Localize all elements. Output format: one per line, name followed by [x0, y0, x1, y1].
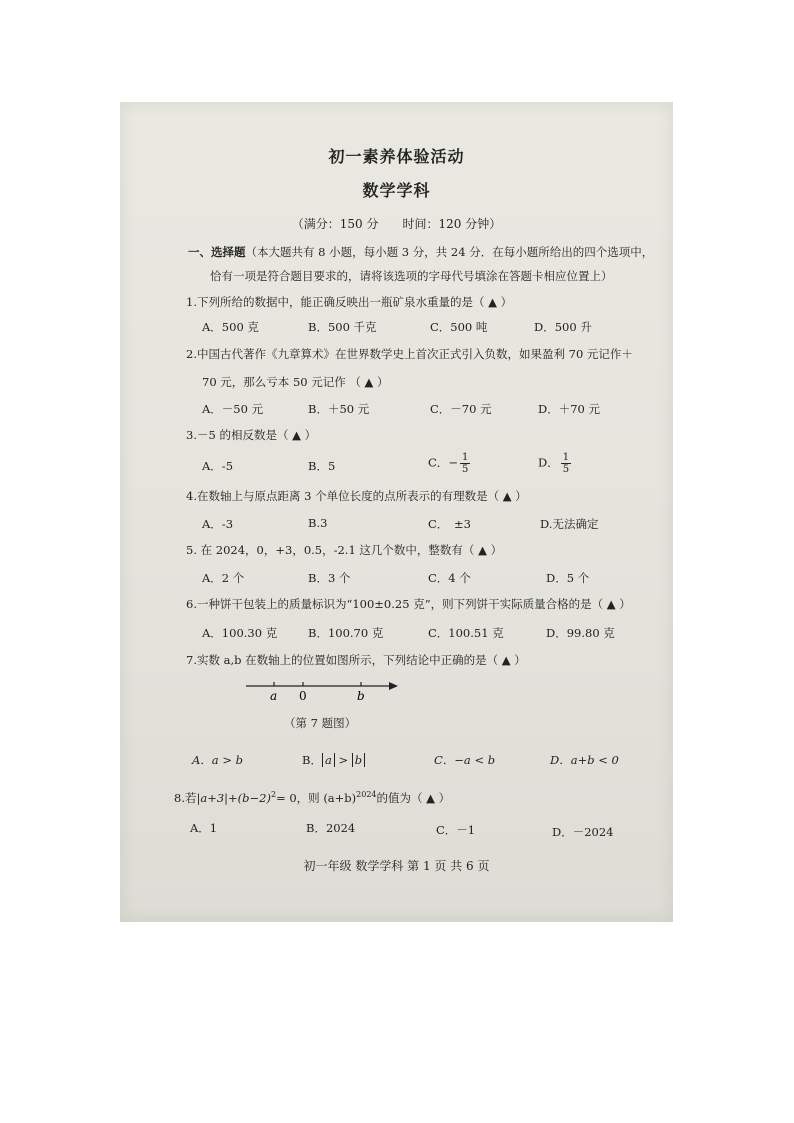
- question-6-option-a: A．100.30 克: [202, 626, 278, 640]
- question-5-stem: 5. 在 2024，0，+3，0.5，-2.1 这几个数中，整数有（ ▲ ）: [186, 543, 503, 557]
- figure-7-caption: （第 7 题图）: [284, 716, 357, 730]
- question-7-option-a: A．a > b: [192, 753, 243, 767]
- question-6-option-c: C．100.51 克: [428, 626, 504, 640]
- exponent: 2: [270, 790, 277, 799]
- question-5-option-b: B．3 个: [308, 571, 351, 585]
- question-4-option-c: C． ±3: [428, 517, 472, 531]
- question-7-option-d: D．a+b < 0: [550, 753, 619, 767]
- question-2-stem-1: 2.中国古代著作《九章算术》在世界数学史上首次正式引入负数，如果盈利 70 元记作＋: [186, 347, 633, 361]
- question-6-stem: 6.一种饼干包装上的质量标识为“100±0.25 克”，则下列饼干实际质量合格的是（ ▲ ）: [186, 597, 631, 611]
- question-7-option-c: C．−a < b: [434, 753, 496, 767]
- question-1-option-a: A．500 克: [202, 320, 259, 334]
- question-3-option-b: B．5: [308, 459, 336, 473]
- stem-end: 的值为（ ▲ ）: [376, 790, 451, 805]
- option-prefix: C．: [428, 455, 449, 470]
- question-1-option-d: D．500 升: [534, 320, 592, 334]
- option-prefix: D．: [538, 455, 559, 470]
- question-7-stem: 7.实数 a,b 在数轴上的位置如图所示，下列结论中正确的是（ ▲ ）: [186, 653, 526, 667]
- question-3-option-c: [428, 452, 470, 475]
- abs-a: a: [322, 753, 335, 767]
- minus-sign: −: [448, 455, 458, 470]
- option-prefix: B．: [302, 753, 322, 767]
- exam-page: [120, 102, 673, 922]
- question-2-option-d: D．＋70 元: [538, 402, 601, 416]
- question-8-stem: [174, 788, 450, 805]
- question-5-option-d: D．5 个: [546, 571, 590, 585]
- question-8-option-c: C．－1: [436, 823, 476, 837]
- number-line-figure: [240, 674, 405, 704]
- question-2-stem-2: 70 元，那么亏本 50 元记作 （ ▲ ）: [202, 375, 389, 389]
- question-3-stem: 3.－5 的相反数是（ ▲ ）: [186, 428, 317, 442]
- question-1-option-b: B．500 千克: [308, 320, 377, 334]
- exponent-2024: 2024: [356, 790, 377, 799]
- question-6-option-b: B．100.70 克: [308, 626, 384, 640]
- denominator: 5: [562, 464, 570, 475]
- question-4-stem: 4.在数轴上与原点距离 3 个单位长度的点所表示的有理数是（ ▲ ）: [186, 489, 527, 503]
- question-3-option-d: [538, 452, 571, 475]
- exam-subject: 数学学科: [362, 181, 431, 200]
- question-8-option-b: B．2024: [306, 821, 356, 835]
- numerator: 1: [562, 452, 570, 463]
- label-zero: 0: [299, 689, 307, 703]
- abs-b: b: [352, 753, 365, 767]
- exam-meta: （满分：150 分 时间：120 分钟）: [291, 217, 502, 231]
- question-1-option-c: C．500 吨: [430, 320, 488, 334]
- section-instructions-1: （本大题共有 8 小题，每小题 3 分，共 24 分．在每小题所给出的四个选项中，: [245, 245, 654, 259]
- stem-middle: = 0，则 (a+b): [276, 790, 357, 805]
- question-6-option-d: D．99.80 克: [546, 626, 615, 640]
- question-8-option-a: A．1: [190, 821, 218, 835]
- question-4-option-b: B.3: [308, 516, 328, 530]
- page-footer: 初一年级 数学学科 第 1 页 共 6 页: [303, 859, 490, 873]
- question-5-option-a: A．2 个: [202, 571, 245, 585]
- question-2-option-a: A．－50 元: [202, 402, 264, 416]
- denominator: 5: [461, 464, 469, 475]
- question-5-option-c: C．4 个: [428, 571, 471, 585]
- operator: >: [334, 753, 352, 767]
- label-a: a: [270, 689, 278, 703]
- exam-title: 初一素养体验活动: [328, 147, 465, 166]
- section-instructions-2: 恰有一项是符合题目要求的，请将该选项的字母代号填涂在答题卡相应位置上）: [210, 269, 613, 283]
- numerator: 1: [461, 452, 469, 463]
- arrow-icon: [389, 682, 398, 690]
- question-2-option-c: C．－70 元: [430, 402, 492, 416]
- question-2-option-b: B．＋50 元: [308, 402, 370, 416]
- label-b: b: [357, 689, 365, 703]
- question-1-stem: 1.下列所给的数据中，能正确反映出一瓶矿泉水重量的是（ ▲ ）: [186, 295, 513, 309]
- fraction: [460, 452, 470, 475]
- question-7-option-b: [302, 752, 365, 768]
- fraction: [561, 452, 571, 475]
- stem-prefix: 8.若: [174, 790, 197, 805]
- section-label: 一、选择题: [188, 245, 246, 259]
- section-heading: [188, 245, 653, 259]
- question-4-option-d: D.无法确定: [540, 517, 599, 531]
- question-8-option-d: D．－2024: [552, 825, 614, 839]
- stem-expression: |a+3|+(b−2): [196, 790, 271, 805]
- question-4-option-a: A．-3: [202, 517, 234, 531]
- question-3-option-a: A．-5: [202, 459, 234, 473]
